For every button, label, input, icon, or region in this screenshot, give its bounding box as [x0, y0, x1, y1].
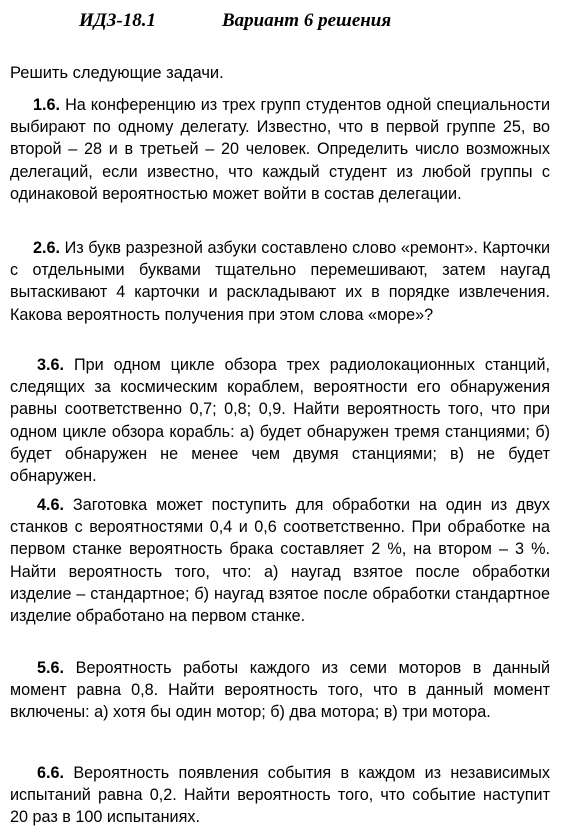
task-number: 3.6. — [37, 356, 65, 374]
task-6 — [10, 762, 550, 829]
task-3 — [10, 354, 550, 487]
task-number: 1.6. — [33, 96, 61, 114]
task-text: На конференцию из трех групп студентов одной специальности выбирают по одному делегату. Известно, что в первой группе 25, во второй – 28 и в третьей – 20 человек. Определить число возможных делегаций, если известно, что каждый студент из любой группы с одинаковой вероятностью может войти в состав делегации. — [10, 96, 551, 203]
task-text: Заготовка может поступить для обработки на один из двух станков с вероятностями 0,4 и 0,6 соответственно. При обработке на первом станке вероятность брака составляет 2 %, на втором – 3 %. Найти вероятность того, что: а) наугад взятое после обработки изделие – стандартное; б) наугад взятое после обработки стандартное изделие обработано на первом станке. — [10, 496, 551, 626]
task-5 — [10, 657, 550, 724]
task-1 — [10, 94, 550, 205]
task-text: Из букв разрезной азбуки составлено слово «ремонт». Карточки с отдельными буквами тщательно перемешивают, затем наугад вытаскивают 4 карточки и раскладывают их в порядке извлечения. Какова вероятность получения при этом слова «море»? — [10, 239, 550, 324]
task-text: Вероятность работы каждого из семи моторов в данный момент равна 0,8. Найти вероятность того, что в данный момент включены: а) хотя бы один мотор; б) два мотора; в) три мотора. — [10, 659, 551, 722]
task-number: 5.6. — [37, 659, 65, 677]
task-number: 6.6. — [37, 764, 65, 782]
task-2 — [10, 237, 550, 326]
task-text: При одном цикле обзора трех радиолокационных станций, следящих за космическим кораблем, вероятности его обнаружения равны соответственно 0,7; 0,8; 0,9. Найти вероятность того, что при одном цикле обзора корабль: а) будет обнаружен тремя станциями; б) будет обнаружен не менее чем двумя станциями; в) не будет обнаружен. — [10, 356, 550, 486]
task-4 — [10, 494, 550, 627]
assignment-code: ИДЗ-18.1 — [79, 10, 157, 31]
task-number: 4.6. — [37, 496, 65, 514]
variant-title: Вариант 6 решения — [222, 10, 392, 31]
instructions-text: Решить следующие задачи. — [10, 64, 224, 82]
page-header — [0, 10, 578, 36]
task-text: Вероятность появления события в каждом из независимых испытаний равна 0,2. Найти вероятность того, что событие наступит 20 раз в 100 испытаниях. — [10, 764, 550, 827]
task-number: 2.6. — [33, 239, 61, 257]
